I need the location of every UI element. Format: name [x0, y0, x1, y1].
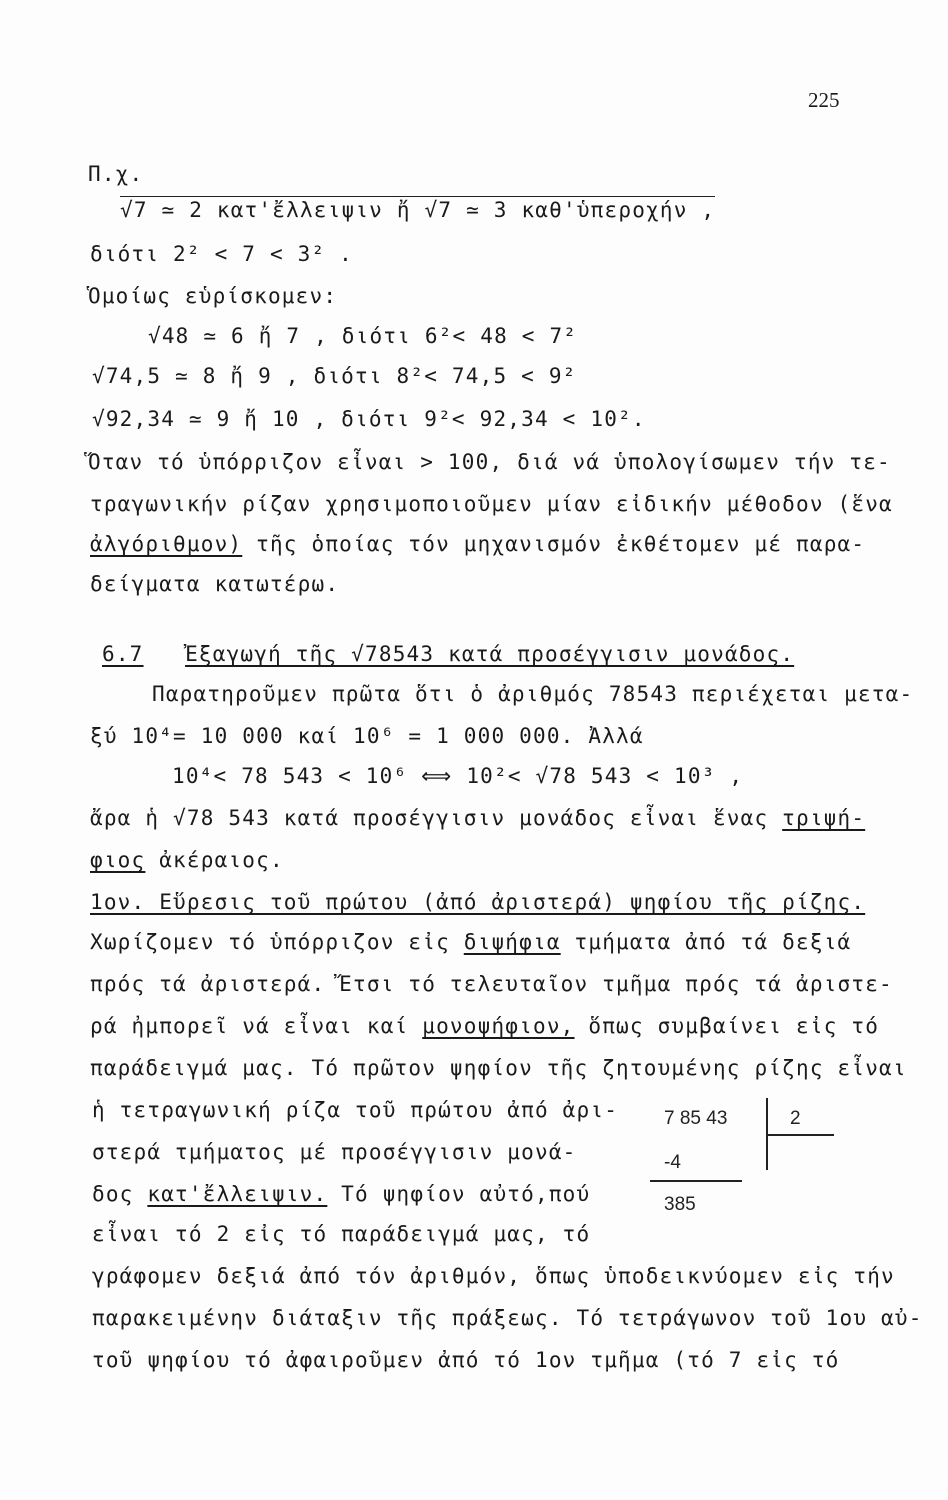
calc-root-digit: 2 [790, 1108, 801, 1129]
section-heading [102, 640, 794, 668]
underlined-term: τριψή- [782, 806, 866, 830]
paragraph-line: ἀλγόριθμον) τῆς ὁποίας τόν μηχανισμόν ἐκθέτομεν μέ παρα- [90, 532, 866, 556]
section-number: 6.7 [102, 642, 144, 666]
example-label: Π.χ. [88, 162, 144, 186]
paragraph-line: ἄρα ἡ √78 543 κατά προσέγγισιν μονάδος εἶναι ἕνας τριψή- [90, 806, 866, 830]
paragraph-line: Παρατηροῦμεν πρῶτα ὅτι ὁ ἀριθμός 78543 περιέχεται μετα- [152, 682, 914, 706]
paragraph-line: Ὅταν τό ὑπόρριζον εἶναι > 100, διά νά ὑπολογίσωμεν τήν τε- [88, 450, 891, 474]
calc-remainder: 385 [664, 1194, 696, 1215]
formula: √7 ≃ 2 κατ'ἔλλειψιν ἤ √7 ≃ 3 καθ'ὑπεροχήν , [120, 198, 716, 222]
paragraph-line: γράφομεν δεξιά ἀπό τόν ἀριθμόν, ὅπως ὑποδεικνύομεν εἰς τήν [92, 1264, 895, 1288]
underlined-term: κατ'ἔλλειψιν. [147, 1182, 328, 1206]
paragraph-line: παρακειμένην διάταξιν τῆς πράξεως. Τό τετράγωνον τοῦ 1ου αὐ- [92, 1306, 923, 1330]
text-line: Ὁμοίως εὑρίσκομεν: [88, 284, 338, 308]
section-title: Ἐξαγωγή τῆς √78543 κατά προσέγγισιν μονάδος. [185, 642, 795, 666]
paragraph-line: δείγματα κατωτέρω. [90, 572, 340, 596]
paragraph-line: στερά τμήματος μέ προσέγγισιν μονά- [92, 1140, 577, 1164]
formula-line: 10⁴< 78 543 < 10⁶ ⟺ 10²< √78 543 < 10³ , [172, 764, 744, 788]
paragraph-line: εἶναι τό 2 εἰς τό παράδειγμά μας, τό [92, 1222, 591, 1246]
paragraph-line: παράδειγμά μας. Τό πρῶτον ψηφίον τῆς ζητουμένης ρίζης εἶναι [90, 1056, 907, 1080]
paragraph-line: Χωρίζομεν τό ὑπόρριζον εἰς διψήφια τμήματα ἀπό τά δεξιά [90, 930, 852, 954]
underlined-term: ἀλγόριθμον) [90, 532, 243, 556]
paragraph-line: ξύ 10⁴= 10 000 καί 10⁶ = 1 000 000. Ἀλλά [90, 724, 644, 748]
underlined-term: φιος [90, 848, 146, 872]
underlined-term: μονοψήφιον, [422, 1014, 575, 1038]
step-heading: 1ον. Εὕρεσις τοῦ πρώτου (ἀπό ἀριστερά) ψηφίου τῆς ρίζης. [90, 890, 866, 914]
paragraph-line: πρός τά ἀριστερά. Ἔτσι τό τελευταῖον τμῆμα πρός τά ἀριστε- [90, 972, 893, 996]
formula-line: √92,34 ≃ 9 ἤ 10 , διότι 9²< 92,34 < 10². [92, 407, 646, 431]
calc-subtract-rule [650, 1180, 742, 1182]
paragraph-line: φιος ἀκέραιος. [90, 848, 284, 872]
paragraph-line: δος κατ'ἔλλειψιν. Τό ψηφίον αὐτό,πού [92, 1182, 591, 1206]
text-line [120, 196, 715, 224]
underlined-term: διψήφια [463, 930, 561, 954]
calc-subtract: -4 [664, 1152, 681, 1173]
formula-line: √74,5 ≃ 8 ἤ 9 , διότι 8²< 74,5 < 9² [92, 364, 577, 388]
paragraph-line: τοῦ ψηφίου τό ἀφαιροῦμεν ἀπό τό 1ον τμῆμα (τό 7 εἰς τό [92, 1348, 840, 1372]
text-line: διότι 2² < 7 < 3² . [90, 242, 354, 266]
paragraph-line: ἡ τετραγωνική ρίζα τοῦ πρώτου ἀπό ἀρι- [92, 1098, 619, 1122]
formula-line: √48 ≃ 6 ἤ 7 , διότι 6²< 48 < 7² [148, 324, 578, 348]
calc-root-rule [766, 1134, 834, 1136]
calc-number: 7 85 43 [664, 1108, 728, 1129]
paragraph-line: ρά ἠμπορεῖ νά εἶναι καί μονοψήφιον, ὅπως συμβαίνει εἰς τό [90, 1014, 880, 1038]
paragraph-line: τραγωνικήν ρίζαν χρησιμοποιοῦμεν μίαν εἰδικήν μέθοδον (ἕνα [90, 492, 893, 516]
page-number: 225 [808, 88, 840, 112]
